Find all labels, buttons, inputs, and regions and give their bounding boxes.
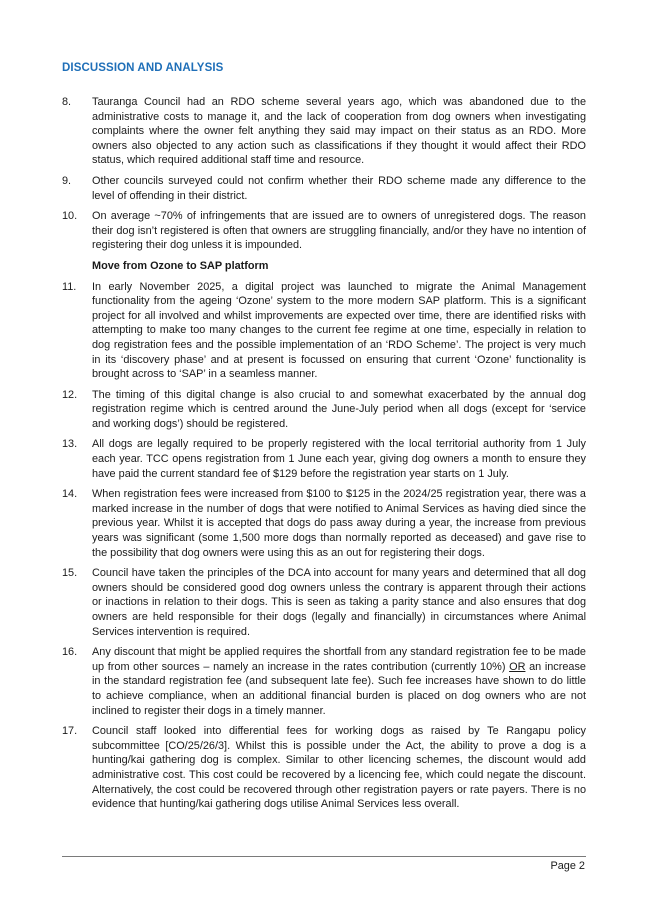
paragraph-text: Council staff looked into differential fees for working dogs as raised by Te Rangapu policy subcommittee [CO/25/26/3]. Whilst this is possible under the Act, the ability to prove a dog is a hunting/kai gathering dog is complex. Similar to other licencing schemes, the discount would add administrative cost. This cost could be recovered by a licencing fee, which could negate the discount. Alternatively, the cost could be recovered through other registration payers or rate payers. There is no evidence that hunting/kai gathering dogs utilise Animal Services less overall. [92,725,586,811]
paragraph-number: 9. [62,174,72,187]
underlined-emphasis: OR [509,660,526,673]
page-number: Page 2 [550,860,585,872]
paragraph-number: 11. [62,280,77,293]
paragraph-number: 8. [62,96,72,108]
paragraph-item-10 [62,209,586,253]
paragraph-text: In early November 2025, a digital project was launched to migrate the Animal Management functionality from the ageing ‘Ozone’ system to the more modern SAP platform. This is a significant project for all involved and whilst improvements are expected over time, there are identified risks with attempting to make too many changes to the current fee regime at one time, especially in relation to dog registration fees and the possible implementation of an ‘RDO Scheme’. The project is very much in its ‘discovery phase’ and at present is focussed on ensuring that current ‘Ozone’ functionality is brought across to ‘SAP’ in a seamless manner. [92,280,586,381]
paragraph-text-part: an increase in the standard registration fee (and subsequent late fee). Such fee increases have shown to do little to achieve compliance, when an additional financial burden is placed on dog owners who are not inclined to register their dogs in a timely manner. [92,660,586,717]
paragraph-text: Council have taken the principles of the DCA into account for many years and determined that all dog owners should be considered good dog owners unless the contrary is apparent through their actions or inactions in relation to their dogs. This is seen as taking a parity stance and also ensures that dog owners are held responsible for their dogs (legally and financially) in circumstances where Animal Services intervention is required. [92,567,586,638]
subsection-heading: Move from Ozone to SAP platform [92,259,269,272]
paragraph-text: On average ~70% of infringements that are issued are to owners of unregistered dogs. The reason their dog isn’t registered is often that owners are struggling financially, and/or they have no intention of registering their dog unless it is impounded. [92,210,586,252]
paragraph-item-8 [62,95,586,168]
paragraph-text: The timing of this digital change is also crucial to and somewhat exacerbated by the annual dog registration regime which is centred around the June-July period when all dogs (except for ‘service and working dogs’) should be registered. [92,388,586,430]
paragraph-number: 15. [62,567,78,580]
paragraph-item-12 [62,388,586,432]
paragraph-item-16 [62,645,586,718]
paragraph-item-14 [62,487,586,560]
paragraph-text: Other councils surveyed could not confirm whether their RDO scheme made any difference to the level of offending in their district. [92,174,586,202]
paragraph-number: 16. [62,646,78,659]
document-body [62,95,586,818]
paragraph-item-11 [62,280,586,382]
paragraph-number: 12. [62,388,78,401]
paragraph-item-15 [62,566,586,639]
paragraph-text: Tauranga Council had an RDO scheme several years ago, which was abandoned due to the administrative costs to manage it, and the lack of cooperation from dog owners when investigating complaints where the owner felt anything they said may impact on their status as an RDO. More owners also objected to any action such as classifications if they thought it would affect their RDO status, which required additional staff time and resource. [92,96,586,167]
paragraph-number: 17. [62,725,78,738]
paragraph-text: When registration fees were increased from $100 to $125 in the 2024/25 registration year, there was a marked increase in the number of dogs that were notified to Animal Services as having died since the previous year. Whilst it is accepted that dogs do pass away during a year, the increase from previous years was significant (some 1,500 more dogs than normally reported as deceased) and gave rise to the possibility that dog owners were using this as an out for registering their dogs. [92,488,586,559]
section-heading: DISCUSSION AND ANALYSIS [62,62,224,74]
paragraph-item-17 [62,724,586,812]
paragraph-text [92,645,586,718]
paragraph-text-part: Any discount that might be applied requires the shortfall from any standard registration fee to be made up from other sources – namely an increase in the rates contribution (currently 10%) [92,646,586,673]
paragraph-number: 10. [62,210,78,223]
paragraph-text: All dogs are legally required to be properly registered with the local territorial authority from 1 July each year. TCC opens registration from 1 June each year, giving dog owners a month to ensure they have paid the current standard fee of $129 before the registration year starts on 1 July. [92,438,586,480]
paragraph-item-13 [62,437,586,481]
paragraph-item-9 [62,174,586,203]
paragraph-number: 14. [62,488,78,501]
footer-divider [62,856,586,857]
paragraph-number: 13. [62,438,78,451]
